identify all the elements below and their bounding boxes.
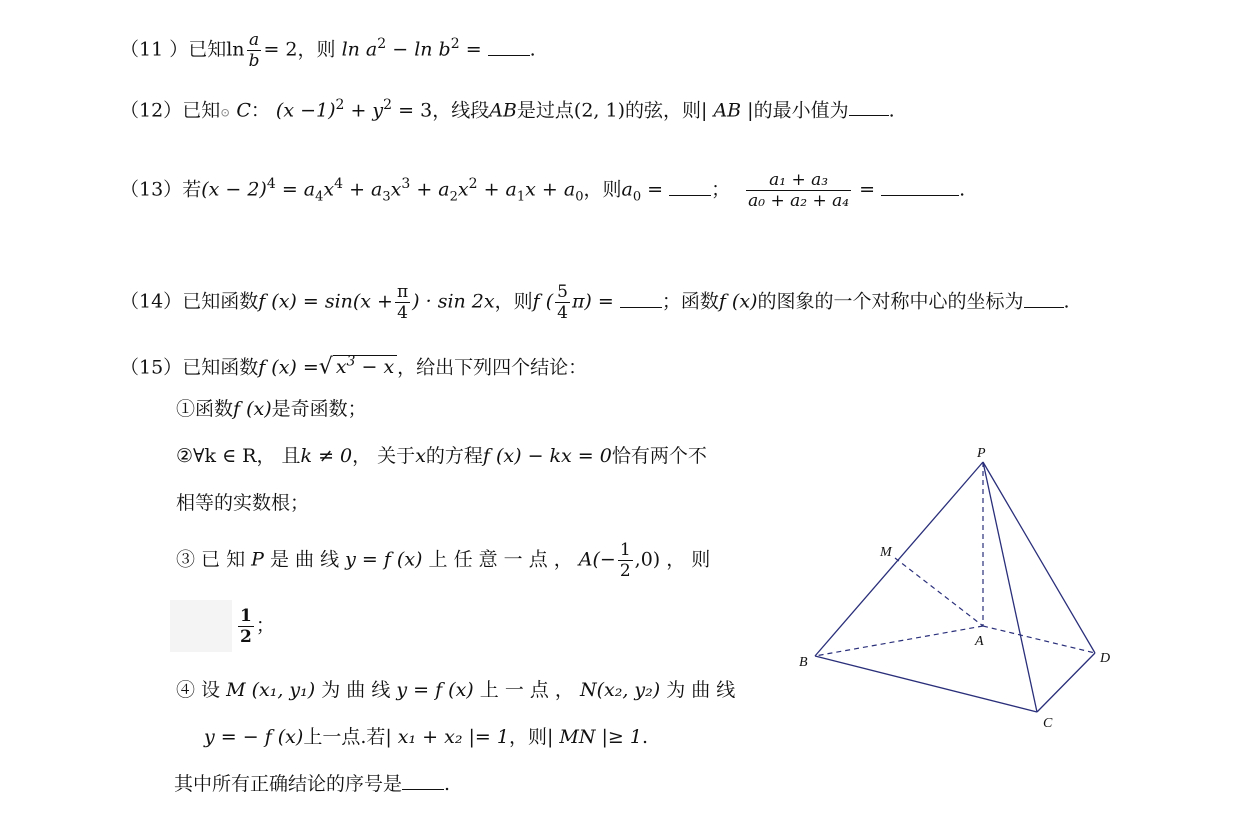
conclusion-4-cont: y = − f (x)上一点.若| x₁ + x₂ |= 1，则| MN |≥ 1. [204, 726, 649, 748]
fraction-coefficients: $\frac{\text{a₁ + a₃}}{\text{a₀ + a₂ + a₄}}$ [748, 170, 850, 211]
label-B: B [799, 655, 808, 670]
question-15: （15）已知函数f (x) =√ $x^3 - x$ ，给出下列四个结论： [120, 354, 588, 380]
fraction-half: $\frac{1}{2}$ [240, 606, 252, 647]
answer-blank [402, 771, 444, 790]
fraction-a-b: $\frac{a}{b}$ [248, 30, 260, 71]
edge-CD [1037, 653, 1095, 712]
conclusion-2: ②∀k ∈ R， 且k ≠ 0， 关于x的方程f (x) − kx = 0恰有两个不 [176, 445, 707, 467]
edge-AB [815, 626, 983, 656]
edge-PC [983, 462, 1037, 712]
conclusion-4: ④ 设 M (x₁, y₁) 为 曲 线 y = f (x) 上 一 点 ， N(x₂, y₂) 为 曲 线 [176, 679, 736, 701]
answer-blank [849, 97, 889, 116]
conclusion-2-cont: 相等的实数根； [176, 492, 310, 514]
label-P: P [977, 446, 986, 461]
question-13: （13）若$(x - 2)^4 = a_4x^4 + a_3x^3 + a_2x^2 + a_1x + a_0$，则$a_0$ = ； $\frac{\text{a₁ + a₃}}{\text{a₀ + a₂ + a₄}}$ = . [120, 170, 966, 211]
edge-PD [983, 462, 1095, 653]
answer-blank [669, 177, 711, 196]
label-D: D [1100, 651, 1111, 666]
answer-blank [488, 37, 530, 56]
conclusion-1: ①函数f (x)是奇函数； [176, 398, 367, 420]
conclusion-3-cont: $\frac{1}{2}$ ； [240, 606, 275, 647]
segment-MA [895, 558, 983, 626]
question-12: （12）已知⊙ C： $(x -1)^2 + y^2 = 3$，线段AB是过点(2, 1)的弦，则| AB |的最小值为 . [120, 97, 895, 122]
conclusion-3: ③ 已 知 P 是 曲 线 y = f (x) 上 任 意 一 点 ， A(− $\frac{1}{2}$ ,0) ， 则 [176, 540, 711, 581]
edge-AD [983, 626, 1095, 653]
answer-blank [1024, 289, 1064, 308]
pyramid-figure [790, 440, 1130, 740]
faded-area [170, 600, 232, 652]
edge-PB [815, 462, 983, 656]
fraction-pi-4: $\frac{\pi}{4}$ [396, 282, 409, 323]
fraction-5-4: $\frac{5}{4}$ [557, 282, 568, 323]
answer-blank [620, 289, 662, 308]
label-A: A [975, 634, 984, 649]
final-question: 其中所有正确结论的序号是 . [174, 773, 451, 795]
fraction-1-2: $\frac{1}{2}$ [619, 540, 631, 581]
label-M: M [880, 545, 892, 560]
edge-BC [815, 656, 1037, 712]
question-11: （11 ）已知ln $\frac{a}{b}$ = 2，则 $\ln a^2 - \ln b^2$ = . [120, 30, 536, 71]
answer-blank [881, 177, 959, 196]
label-C: C [1043, 716, 1053, 731]
question-14: （14）已知函数f (x) = sin(x + $\frac{\pi}{4}$ ) · sin 2x，则f ( $\frac{5}{4}$ π) = ；函数f (x)的图象的一个对称中心的坐标为 . [120, 282, 1070, 323]
